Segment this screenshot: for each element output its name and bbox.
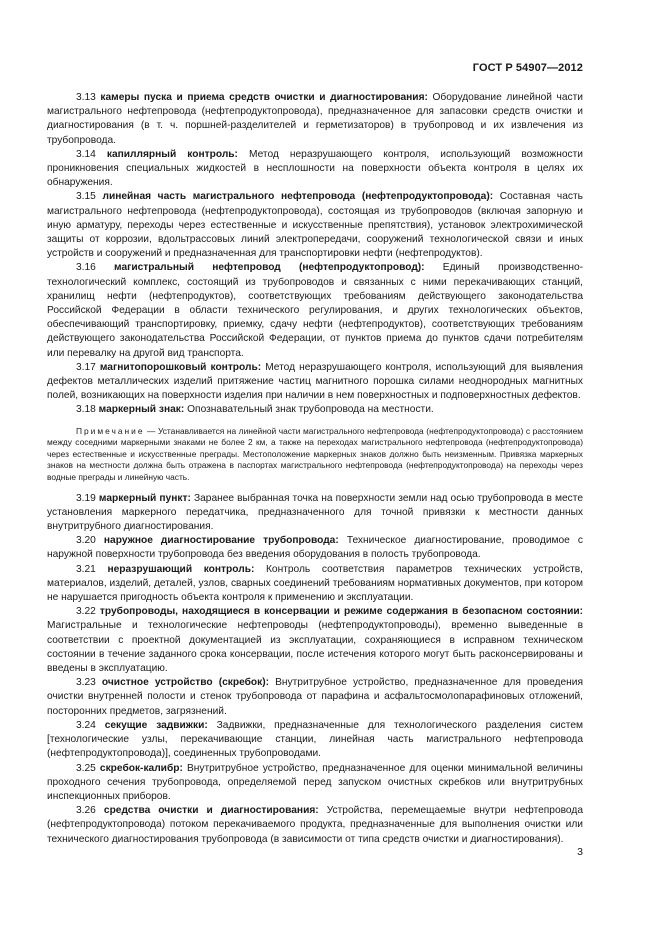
clause-number: 3.15	[76, 191, 96, 203]
clause-number: 3.18	[76, 404, 96, 416]
definition-3-17	[47, 361, 583, 404]
definition-text: Метод неразрушающего контроля, использующий для выявления дефектов металлических изделий притяжение частиц магнитного порошка силами неоднородных магнитных полей, возникающих на поверхности изделия при наличии в нем поверхностных и подповерхностных дефектов.	[47, 361, 583, 402]
note-text: Устанавливается на линейной части магистрального нефтепровода (нефтепродуктопровода) с расстоянием между соседними маркерными знаками не более 2 км, а также на переходах магистрального нефтепровода (нефтепродуктопровода) через естественные и искусственные преграды. Местоположение маркерных знаков должно быть неизменным. Привязка маркерных знаков на местности должна быть отражена в паспортах магистрального нефтепровода (нефтепродуктопровода) на переходы через водные преграды и линейную часть.	[47, 425, 584, 483]
term: наружное диагностирование трубопровода:	[103, 535, 339, 547]
definition-text: Заранее выбранная точка на поверхности земли над осью трубопровода в месте установления маркерного передатчика, предназначенного для точной привязки к местности данных внутритрубного диагностирования.	[47, 492, 583, 533]
term: камеры пуска и приема средств очистки и диагностирования:	[100, 92, 428, 103]
definition-text: Внутритрубное устройство, предназначенное для оценки минимальной величины проходного сечения трубопровода, определяемой перед запуском очистных скребков или внутритрубных инспекционных приборов.	[47, 762, 583, 802]
definition-3-19	[47, 492, 583, 535]
term: очистное устройство (скребок):	[101, 677, 270, 689]
clause-number: 3.20	[76, 535, 96, 547]
term: магистральный нефтепровод (нефтепродуктопровод):	[114, 262, 425, 274]
term: трубопроводы, находящиеся в консервации и режиме содержания в безопасном состоянии:	[99, 606, 583, 618]
definitions-body	[47, 91, 583, 847]
definition-3-18	[47, 403, 583, 417]
definition-text: Контроль соответствия параметров технических устройств, материалов, изделий, деталей, узлов, сварных соединений требованиям нормативных документов, при котором не нарушается пригодность объекта контроля к применению и эксплуатации.	[47, 563, 583, 604]
term: средства очистки и диагностирования:	[103, 805, 319, 817]
definition-text: Оборудование линейной части магистрального нефтепровода (нефтепродуктопровода), предназначенное для запасовки средств очистки и диагностирования (в т. ч. поршней-разделителей и герметизаторов) в трубопровод и их извлечения из трубопровода.	[47, 92, 583, 146]
definition-text: Опознавательный знак трубопровода на местности.	[187, 404, 434, 416]
term: линейная часть магистрального нефтепровода (нефтепродуктопровода):	[102, 191, 494, 203]
clause-number: 3.22	[76, 606, 96, 618]
definition-text: Техническое диагностирование, проводимое с наружной поверхности трубопровода без введения оборудования в полость трубопровода.	[47, 535, 584, 561]
definition-3-24	[47, 719, 583, 762]
definition-3-20	[47, 534, 583, 562]
definition-3-13	[47, 91, 583, 148]
clause-number: 3.16	[76, 262, 96, 274]
term: маркерный пункт:	[98, 492, 191, 504]
definition-3-25	[47, 762, 583, 805]
definition-text: Внутритрубное устройство, предназначенное для проведения очистки внутренней полости и стенок трубопровода от парафина и асфальтосмолопарафиновых отложений, посторонних предметов, загрязнений.	[47, 677, 583, 717]
clause-number: 3.13	[76, 92, 96, 103]
definition-3-23	[47, 676, 583, 719]
term: неразрушающий контроль:	[107, 563, 255, 575]
clause-number: 3.23	[76, 677, 96, 689]
clause-number: 3.19	[76, 492, 96, 504]
page-number: 3	[577, 846, 583, 858]
definition-3-21	[47, 563, 583, 606]
clause-number: 3.24	[76, 719, 96, 731]
note-3-18	[47, 426, 583, 484]
definition-text: Устройства, перемещаемые внутри нефтепровода (нефтепродуктопровода) потоком перекачиваемого продукта, предназначенные для выполнения очистки или технического диагностирования трубопровода (в зависимости от типа средств очистки и диагностирования).	[47, 805, 583, 845]
term: секущие задвижки:	[104, 719, 208, 731]
definition-text: Составная часть магистрального нефтепровода (нефтепродуктопровода), состоящая из трубопроводов (включая запорную и иную арматуру, переходы через естественные и искусственные препятствия), установок электрохимической защиты от коррозии, вдольтрассовых линий электропередачи, сооружений технологической связи и иных устройств и сооружений и предназначенная для транспортировки нефти (нефтепродуктов).	[47, 191, 583, 260]
clause-number: 3.21	[76, 563, 96, 575]
term: капиллярный контроль:	[106, 148, 238, 160]
definition-text: Магистральные и технологические нефтепроводы (нефтепродуктопроводы), временно выведенные в соответствии с проектной документацией из эксплуатации, сохраняющиеся в исправном техническом состоянии в течение заданного срока консервации, после истечения которого могут быть расконсервированы и введены в эксплуатацию.	[47, 620, 583, 675]
note-label: Примечание	[76, 425, 145, 436]
definition-3-16	[47, 261, 583, 360]
definition-3-14	[47, 148, 583, 191]
definition-3-15	[47, 190, 583, 261]
term: скребок-калибр:	[99, 762, 183, 774]
definition-text: Метод неразрушающего контроля, использующий возможности проникновения специальных жидкостей в несплошности на поверхности объекта контроля в целях их обнаружения.	[47, 148, 583, 189]
definition-text: Единый производственно-технологический комплекс, состоящий из трубопроводов и связанных с ними перекачивающих станций, хранилищ нефти (нефтепродуктов), соответствующих требованиям действующего законодательства Российской Федерации в области технического регулирования, и других технологических объектов, обеспечивающий транспортировку, приемку, сдачу нефти (нефтепродуктов), соответствующих требованиям действующего законодательства Российской Федерации, от пунктов приема до пунктов сдачи потребителям или перевалку на другой вид транспорта.	[47, 262, 583, 359]
definition-3-22	[47, 605, 583, 676]
clause-number: 3.25	[76, 762, 96, 774]
clause-number: 3.26	[76, 805, 96, 817]
note-dash: —	[147, 425, 156, 436]
term: маркерный знак:	[98, 404, 185, 416]
standard-header: ГОСТ Р 54907—2012	[472, 62, 583, 74]
clause-number: 3.14	[76, 148, 96, 160]
term: магнитопорошковый контроль:	[99, 361, 262, 373]
definition-text: Задвижки, предназначенные для технологического разделения систем [технологические узлы, перекачивающие станции, линейная часть магистрального нефтепровода (нефтепродуктопровода)], соединенных трубопроводами.	[47, 719, 583, 760]
clause-number: 3.17	[76, 361, 96, 373]
definition-3-26	[47, 804, 583, 847]
